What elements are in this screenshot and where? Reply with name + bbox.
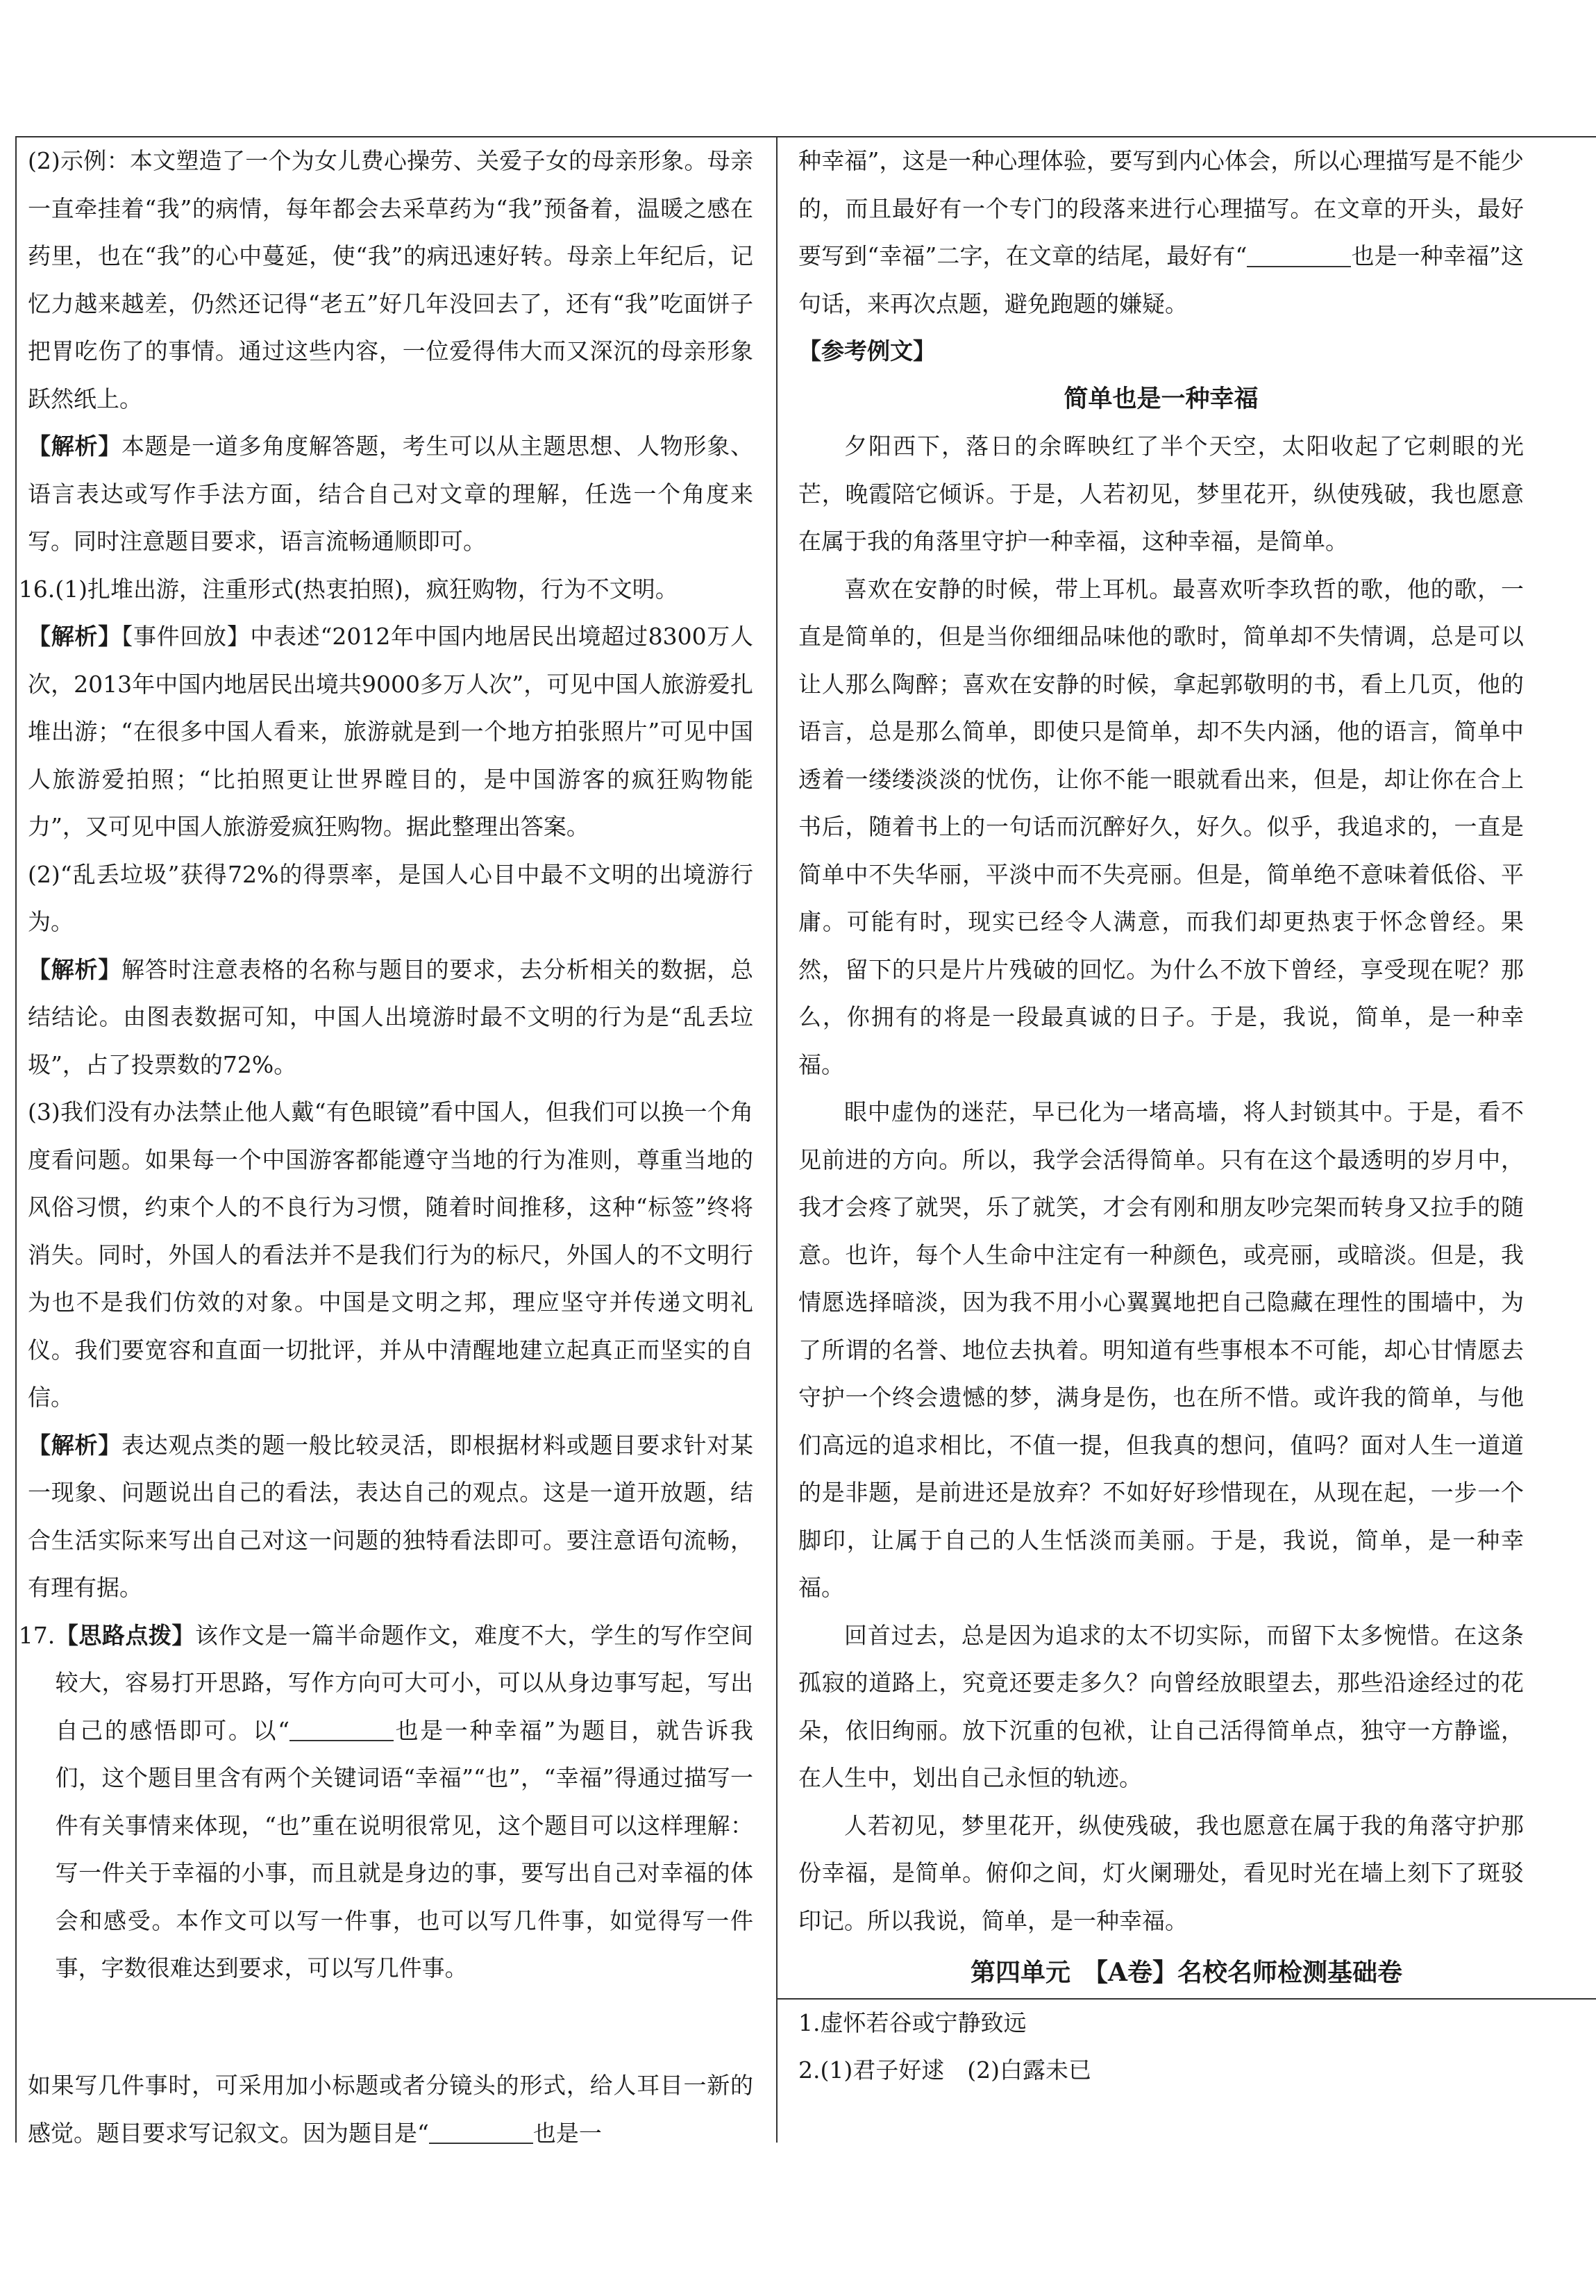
column-divider <box>776 136 778 2143</box>
answer-text: (1)扎堆出游，注重形式(热衷拍照)，疯狂购物，行为不文明。 <box>55 575 678 603</box>
essay-paragraph: 人若初见，梦里花开，纵使残破，我也愿意在属于我的角落守护那份幸福，是简单。俯仰之间，灯火阑珊处，看见时光在墙上刻下了斑驳印记。所以我说，简单，是一种幸福。 <box>798 1811 1524 1934</box>
hint-continued-b: 也是一 <box>532 2119 602 2147</box>
answer-15-2: (2)示例：本文塑造了一个为女儿费心操劳、关爱子女的母亲形象。母亲一直牵挂着“我”的病情，每年都会去采草药为“我”预备着，温暖之感在药里，也在“我”的心中蔓延，使“我”的病迅速好转。母亲上年纪后，记忆力越来越差，仍然还记得“老五”好几年没回去了，还有“我”吃面饼子把胃吃伤了的事情。通过这些内容，一位爱得伟大而又深沉的母亲形象跃然纸上。 <box>28 147 753 412</box>
hint-continued-a: 如果写几件事时，可采用加小标题或者分镜头的形式，给人耳目一新的感觉。题目要求写记叙文。因为题目是“ <box>28 2072 753 2147</box>
answer-17 <box>18 1612 754 1993</box>
hint-continued <box>28 2062 753 2157</box>
fill-blank <box>1247 243 1351 267</box>
analysis-tag: 【解析】 <box>28 1431 121 1459</box>
answer-line: 2.(1)君子好逑 (2)白露未已 <box>798 2056 1091 2084</box>
analysis-text: 【事件回放】中表述“2012年中国内地居民出境超过8300万人次，2013年中国内地居民出境共9000多万人次”，可见中国人旅游爱扎堆出游；“在很多中国人看来，旅游就是到一个地方拍张照片”可见中国人旅游爱拍照；“比拍照更让世界瞠目的，是中国游客的疯狂购物能力”，又可见中国人旅游爱疯狂购物。据此整理出答案。 <box>28 623 753 840</box>
essay-paragraph: 回首过去，总是因为追求的太不切实际，而留下太多惋惜。在这条孤寂的道路上，究竟还要走多久？向曾经放眼望去，那些沿途经过的花朵，依旧绚丽。放下沉重的包袱，让自己活得简单点，独守一方静谧，在人生中，划出自己永恒的轨迹。 <box>798 1621 1524 1791</box>
hint-tag: 【思路点拨】 <box>55 1621 195 1649</box>
question-number: 16. <box>18 575 56 603</box>
answer-16-3: (3)我们没有办法禁止他人戴“有色眼镜”看中国人，但我们可以换一个角度看问题。如果每一个中国游客都能遵守当地的行为准则，尊重当地的风俗习惯，约束个人的不良行为习惯，随着时间推移，这种“标签”终将消失。同时，外国人的看法并不是我们行为的标尺，外国人的不文明行为也不是我们仿效的对象。中国是文明之邦，理应坚守并传递文明礼仪。我们要宽容和直面一切批评，并从中清醒地建立起真正而坚实的自信。 <box>28 1098 753 1411</box>
essay-paragraph: 夕阳西下，落日的余晖映红了半个天空，太阳收起了它刺眼的光芒，晚霞陪它倾诉。于是，人若初见，梦里花开，纵使残破，我也愿意在属于我的角落里守护一种幸福，这种幸福，是简单。 <box>798 433 1524 555</box>
fill-blank <box>429 2120 533 2144</box>
essay-paragraph: 眼中虚伪的迷茫，早已化为一堵高墙，将人封锁其中。于是，看不见前进的方向。所以，我学会活得简单。只有在这个最透明的岁月中，我才会疼了就哭，乐了就笑，才会有刚和朋友吵完架而转身又拉手的随意。也许，每个人生命中注定有一种颜色，或亮丽，或暗淡。但是，我情愿选择暗淡，因为我不用小心翼翼地把自己隐藏在理性的围墙中，为了所谓的名誉、地位去执着。明知道有些事根本不可能，却心甘情愿去守护一个终会遗憾的梦，满身是伤，也在所不惜。或许我的简单，与他们高远的追求相比，不值一提，但我真的想问，值吗？面对人生一道道的是非题，是前进还是放弃？不如好好珍惜现在，从现在起，一步一个脚印，让属于自己的人生恬淡而美丽。于是，我说，简单，是一种幸福。 <box>798 1098 1524 1601</box>
analysis-text: 本题是一道多角度解答题，考生可以从主题思想、人物形象、语言表达或写作手法方面，结合自己对文章的理解，任选一个角度来写。同时注意题目要求，语言流畅通顺即可。 <box>28 433 754 555</box>
analysis-16-1 <box>28 613 753 851</box>
analysis-15-2 <box>28 423 753 566</box>
right-column <box>798 137 1524 2095</box>
analysis-text: 表达观点类的题一般比较灵活，即根据材料或题目要求针对某一现象、问题说出自己的看法，表达自己的观点。这是一道开放题，结合生活实际来写出自己对这一问题的独特看法即可。要注意语句流畅，有理有据。 <box>28 1431 754 1601</box>
answer-16-1 <box>18 566 753 614</box>
analysis-16-2 <box>28 946 753 1089</box>
left-column-bottom <box>28 2062 753 2157</box>
question-number: 17. <box>18 1621 56 1649</box>
analysis-tag: 【解析】 <box>28 623 121 650</box>
hint-text-a: 该作文是一篇半命题作文，难度不大，学生的写作空间较大，容易打开思路，写作方向可大可小，可以从身边事写起，写出自己的感悟即可。以“ <box>55 1621 754 1744</box>
answer-16-2: (2)“乱丢垃圾”获得72%的得票率，是国人心目中最不文明的出境游行为。 <box>28 860 753 935</box>
analysis-16-3 <box>28 1422 753 1612</box>
analysis-tag: 【解析】 <box>28 433 121 460</box>
analysis-tag: 【解析】 <box>28 955 121 983</box>
unit-heading: 第四单元 【A卷】名校名师检测基础卷 <box>776 1949 1596 2000</box>
continuation-b: 也是一种幸福”这句话，来再次点题，避免跑题的嫌疑。 <box>798 242 1524 317</box>
fill-blank <box>289 1717 394 1741</box>
continuation-a: 种幸福”，这是一种心理体验，要写到内心体会，所以心理描写是不能少的，而且最好有一个专门的段落来进行心理描写。在文章的开头，最好要写到“幸福”二字，在文章的结尾，最好有“ <box>798 147 1524 269</box>
left-rule <box>15 136 17 2143</box>
essay-title: 简单也是一种幸福 <box>1064 384 1259 413</box>
hint-text-b: 也是一种幸福”为题目，就告诉我们，这个题目里含有两个关键词语“幸福”“也”，“幸福”得通过描写一件有关事情来体现，“也”重在说明很常见，这个题目可以这样理解：写一件关于幸福的小事，而且就是身边的事，要写出自己对幸福的体会和感受。本作文可以写一件事，也可以写几件事，如觉得写一件事，字数很难达到要求，可以写几件事。 <box>55 1716 753 1981</box>
sample-essay-label: 【参考例文】 <box>798 337 936 364</box>
analysis-text: 解答时注意表格的名称与题目的要求，去分析相关的数据，总结结论。由图表数据可知，中国人出境游时最不文明的行为是“乱丢垃圾”，占了投票数的72%。 <box>28 955 754 1078</box>
left-column <box>18 137 754 1993</box>
essay-paragraph: 喜欢在安静的时候，带上耳机。最喜欢听李玖哲的歌，他的歌，一直是简单的，但是当你细细品味他的歌时，简单却不失情调，总是可以让人那么陶醉；喜欢在安静的时候，拿起郭敬明的书，看上几页，他的语言，总是那么简单，即使只是简单，却不失内涵，他的语言，简单中透着一缕缕淡淡的忧伤，让你不能一眼就看出来，但是，却让你在合上书后，随着书上的一句话而沉醉好久，好久。似乎，我追求的，一直是简单中不失华丽，平淡中而不失亮丽。但是，简单绝不意味着低俗、平庸。可能有时，现实已经令人满意，而我们却更热衷于怀念曾经。果然，留下的只是片片残破的回忆。为什么不放下曾经，享受现在呢？那么，你拥有的将是一段最真诚的日子。于是，我说，简单，是一种幸福。 <box>798 575 1524 1078</box>
hint-continuation <box>798 137 1524 328</box>
answer-line: 1.虚怀若谷或宁静致远 <box>798 2009 1027 2036</box>
